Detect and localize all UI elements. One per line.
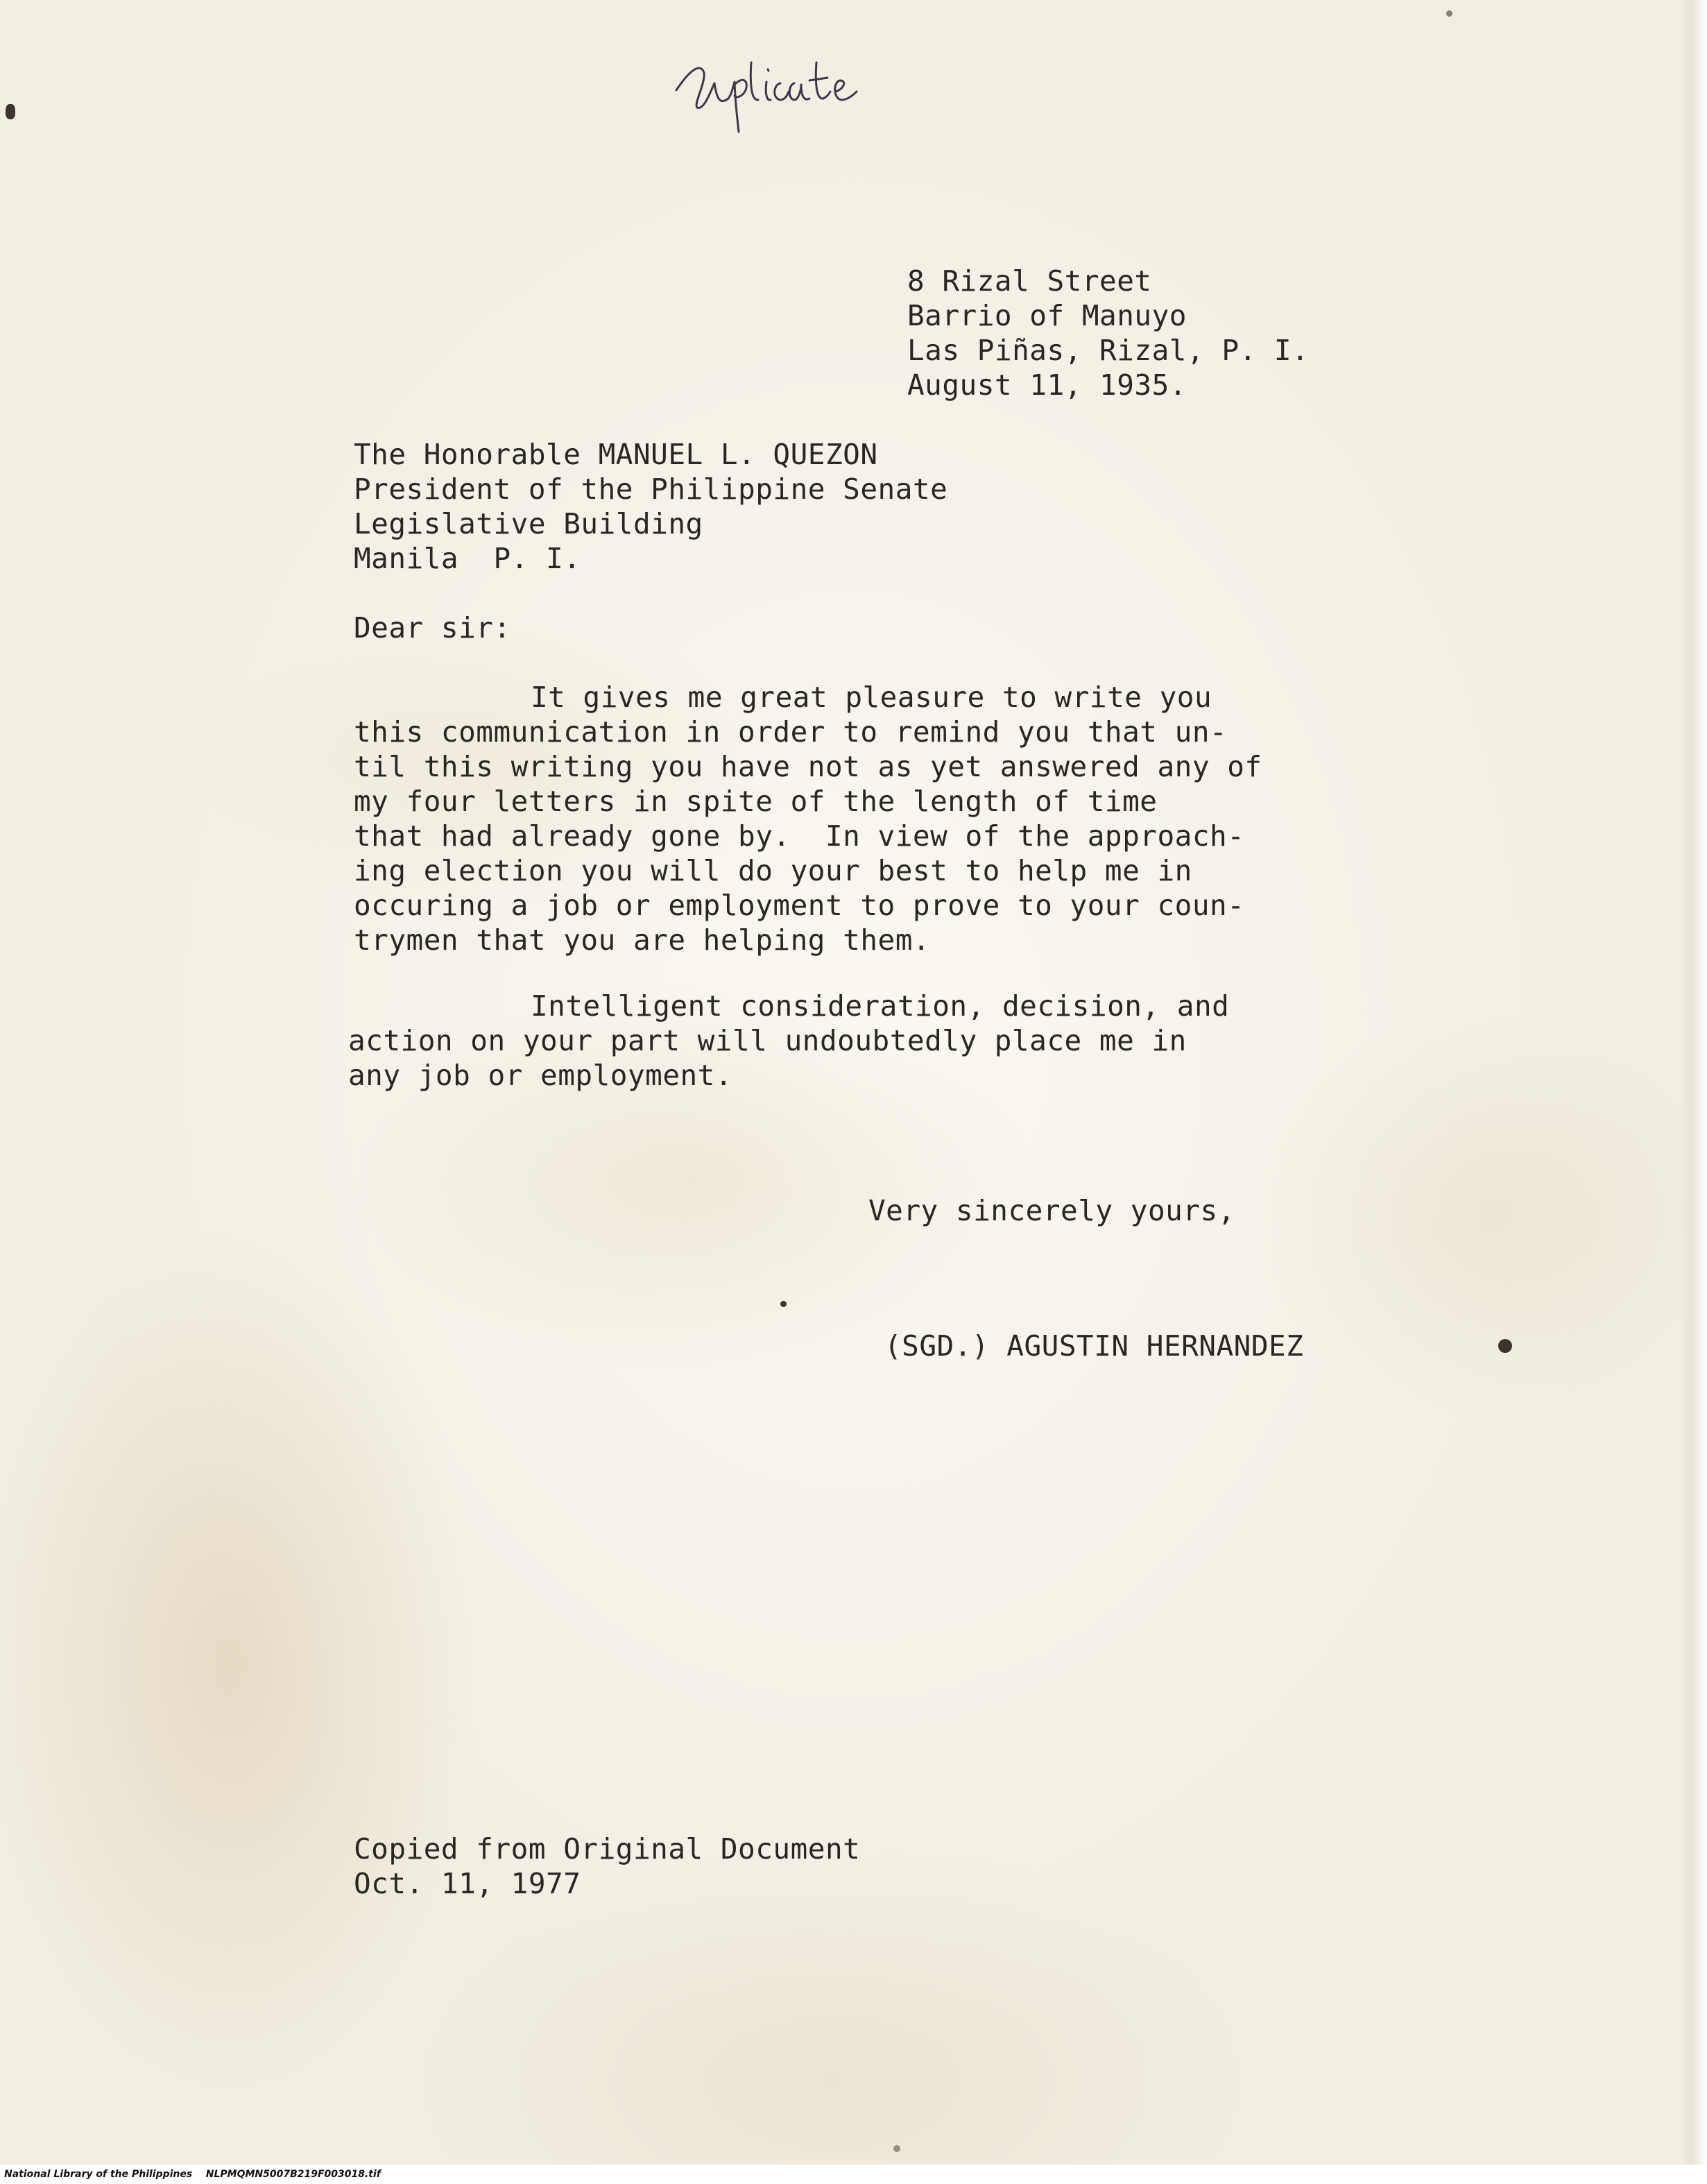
recipient-line-1: The Honorable MANUEL L. QUEZON <box>354 438 878 471</box>
scan-footer-label <box>4 2169 381 2180</box>
paragraph-1-line-2: this communication in order to remind you that un- <box>354 715 1228 749</box>
sender-barrio: Barrio of Manuyo <box>907 299 1187 332</box>
handwritten-duplicate-note <box>662 42 884 146</box>
paragraph-1-line-3: til this writing you have not as yet answered any of <box>354 750 1262 783</box>
ink-speck <box>6 104 15 119</box>
paragraph-1-line-4: my four letters in spite of the length of time <box>354 785 1158 818</box>
sender-street: 8 Rizal Street <box>907 264 1152 298</box>
ink-speck <box>893 2145 900 2152</box>
letter-date: August 11, 1935. <box>907 368 1187 402</box>
footer-file-id: NLPMQMN5007B219F003018.tif <box>205 2169 381 2180</box>
paragraph-2-line-1: Intelligent consideration, decision, and <box>531 989 1230 1023</box>
paragraph-2-line-2: action on your part will undoubtedly place me in <box>348 1024 1187 1057</box>
paragraph-1-line-8: trymen that you are helping them. <box>354 923 931 957</box>
recipient-line-2: President of the Philippine Senate <box>354 472 948 506</box>
closing: Very sincerely yours, <box>868 1194 1235 1227</box>
salutation: Dear sir: <box>354 611 511 645</box>
ink-speck <box>1498 1339 1512 1353</box>
paragraph-1-line-6: ing election you will do your best to help me in <box>354 854 1192 887</box>
paragraph-1-line-5: that had already gone by. In view of the approach- <box>354 819 1245 853</box>
paragraph-1-line-1: It gives me great pleasure to write you <box>531 681 1212 714</box>
paragraph-1-line-7: occuring a job or employment to prove to your coun- <box>354 889 1245 922</box>
sender-town: Las Piñas, Rizal, P. I. <box>907 334 1310 367</box>
copy-note-date: Oct. 11, 1977 <box>354 1867 581 1900</box>
recipient-line-4: Manila P. I. <box>354 542 581 575</box>
ink-speck <box>1446 10 1452 17</box>
footer-library: National Library of the Philippines <box>4 2169 193 2180</box>
paper-edge <box>1681 0 1707 2184</box>
ink-speck <box>780 1301 787 1307</box>
copy-note-line-1: Copied from Original Document <box>354 1832 861 1866</box>
paragraph-2-line-3: any job or employment. <box>348 1059 733 1092</box>
recipient-line-3: Legislative Building <box>354 507 703 540</box>
signature: (SGD.) AGUSTIN HERNANDEZ <box>884 1329 1304 1363</box>
